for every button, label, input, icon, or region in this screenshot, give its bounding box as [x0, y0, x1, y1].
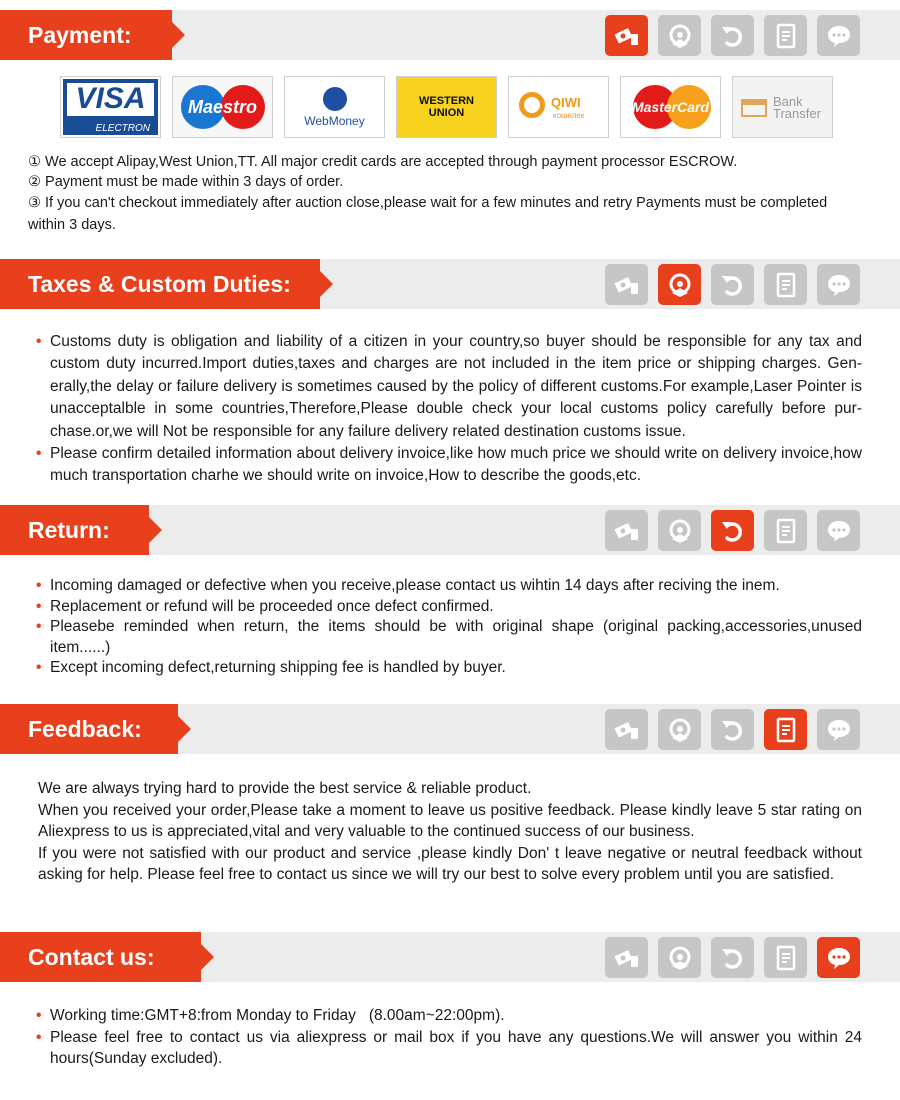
return-bullet-4: • Except incoming defect,returning shipping fee is handled by buyer. [28, 658, 862, 679]
section-nav [605, 937, 860, 978]
return-icon[interactable] [711, 510, 754, 551]
contact-icon[interactable] [817, 709, 860, 750]
customs-icon[interactable] [658, 264, 701, 305]
feedback-line-1: We are always trying hard to provide the best service & reliable product. [38, 780, 532, 797]
feedback-header-bar [0, 704, 900, 754]
payment-header-bar [0, 10, 900, 60]
feedback-icon[interactable] [764, 15, 807, 56]
payment-line-3: ③ If you can't checkout immediately after auction close,please wait for a few minutes and retry Payments must be completed within 3 days. [28, 195, 828, 233]
maestro-logo: Maestro [172, 76, 273, 138]
return-header-bar [0, 505, 900, 555]
contact-icon[interactable] [817, 264, 860, 305]
return-bullet-1: • Incoming damaged or defective when you receive,please contact us wihtin 14 days after reciving the inem. [28, 576, 862, 597]
return-bullet-2: • Replacement or refund will be proceeded once defect confirmed. [28, 597, 862, 618]
taxes-header-bar [0, 259, 900, 309]
feedback-icon[interactable] [764, 709, 807, 750]
contact-bullet-2: • Please feel free to contact us via aliexpress or mail box if you have any questions.We will answer you within 24 hours(Sunday excluded). [28, 1027, 862, 1070]
customs-icon[interactable] [658, 709, 701, 750]
contact-bullet-1: • Working time:GMT+8:from Monday to Friday (8.00am~22:00pm). [28, 1005, 862, 1027]
feedback-icon[interactable] [764, 510, 807, 551]
contact-icon[interactable] [817, 15, 860, 56]
qiwi-logo: QIWI кошелек [508, 76, 609, 138]
taxes-bullet-1: • Customs duty is obligation and liability of a citizen in your country,so buyer should be responsible for any tax and custom duty incurred.Import duties,taxes and charges are not included in the item price or shipping charges. Gen-erally,the delay or failure delivery is sometimes caused by the policy of different customs.For example,Laser Pointer is unacceptalble in some countries,Therefore,Please double check your local customs policy carefully before pur-chase.or,we will Not be responsible for any failure delivery related destination customs issue. [28, 331, 862, 443]
customs-icon[interactable] [658, 15, 701, 56]
return-icon[interactable] [711, 264, 754, 305]
payment-methods [60, 76, 833, 138]
section-nav [605, 15, 860, 56]
payment-icon[interactable] [605, 937, 648, 978]
taxes-bullet-2: • Please confirm detailed information about delivery invoice,like how much price we should write on delivery invoice,how much transportation charhe we should write on invoice,How to describe the goods,etc. [28, 443, 862, 488]
feedback-icon[interactable] [764, 937, 807, 978]
western-union-logo: WESTERN UNION [396, 76, 497, 138]
payment-title: Payment: [0, 10, 172, 60]
return-icon[interactable] [711, 709, 754, 750]
webmoney-logo: WebMoney [284, 76, 385, 138]
feedback-icon[interactable] [764, 264, 807, 305]
taxes-text [28, 331, 862, 488]
return-text [28, 576, 862, 679]
feedback-line-2: When you received your order,Please take a moment to leave us positive feedback. Please kindly leave 5 star rating on Aliexpress to us is appreciated,vital and very valuable to the continued success of our business. [38, 801, 862, 841]
contact-text [28, 1005, 862, 1070]
customs-icon[interactable] [658, 937, 701, 978]
taxes-title: Taxes & Custom Duties: [0, 259, 320, 309]
payment-line-1: ① We accept Alipay,West Union,TT. All major credit cards are accepted through payment processor ESCROW. [28, 154, 738, 170]
payment-section [0, 0, 900, 245]
section-nav [605, 510, 860, 551]
feedback-title: Feedback: [0, 704, 178, 754]
contact-icon[interactable] [817, 937, 860, 978]
return-icon[interactable] [711, 937, 754, 978]
contact-icon[interactable] [817, 510, 860, 551]
payment-icon[interactable] [605, 510, 648, 551]
customs-icon[interactable] [658, 510, 701, 551]
return-bullet-3: • Pleasebe reminded when return, the items should be with original shape (original packing,accessories,unused item......) [28, 617, 862, 658]
payment-icon[interactable] [605, 709, 648, 750]
contact-header-bar [0, 932, 900, 982]
visa-electron-logo: VISA ELECTRON [60, 76, 161, 138]
feedback-line-3: If you were not satisfied with our product and service ,please kindly Don' t leave negative or neutral feedback without asking for help. Please feel free to contact us since we will try our best to solve every problem until you are satisfied. [38, 844, 862, 884]
payment-icon[interactable] [605, 15, 648, 56]
payment-text [28, 152, 862, 236]
return-title: Return: [0, 505, 149, 555]
feedback-text [38, 778, 862, 886]
contact-title: Contact us: [0, 932, 201, 982]
payment-icon[interactable] [605, 264, 648, 305]
section-nav [605, 709, 860, 750]
mastercard-logo: MasterCard [620, 76, 721, 138]
section-nav [605, 264, 860, 305]
bank-transfer-logo: Bank Transfer [732, 76, 833, 138]
payment-line-2: ② Payment must be made within 3 days of order. [28, 174, 344, 190]
return-icon[interactable] [711, 15, 754, 56]
